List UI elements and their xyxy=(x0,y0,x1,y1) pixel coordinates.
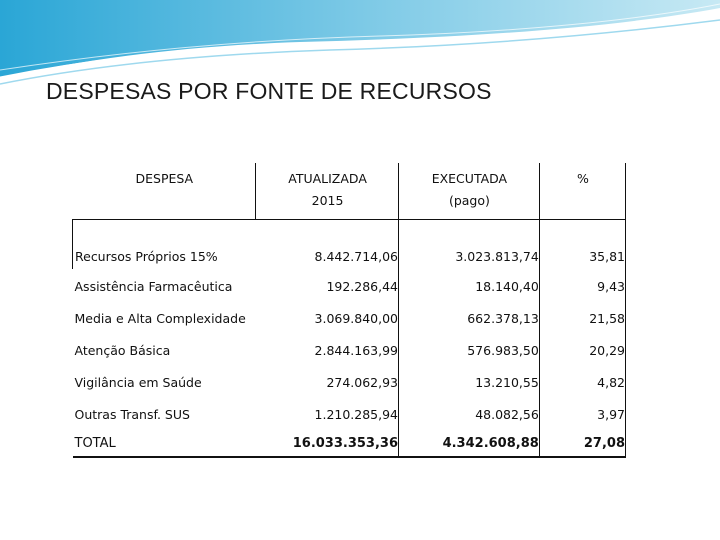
header-executada-line1: EXECUTADA xyxy=(431,171,508,186)
row-atualizada: 192.286,44 xyxy=(256,269,399,299)
row-percent: 35,81 xyxy=(539,219,625,269)
total-label: TOTAL xyxy=(73,427,256,457)
total-atualizada: 16.033.353,36 xyxy=(256,427,399,457)
row-atualizada: 2.844.163,99 xyxy=(256,331,399,363)
table-row xyxy=(73,269,626,299)
row-percent: 4,82 xyxy=(539,363,625,395)
row-label: Vigilância em Saúde xyxy=(74,375,202,390)
row-percent: 21,58 xyxy=(539,299,625,331)
expenses-table xyxy=(72,163,626,458)
header-atualizada-line1: ATUALIZADA xyxy=(288,171,367,186)
row-atualizada: 1.210.285,94 xyxy=(256,395,399,427)
row-atualizada: 274.062,93 xyxy=(256,363,399,395)
row-label: Atenção Básica xyxy=(74,343,171,358)
page-title: DESPESAS POR FONTE DE RECURSOS xyxy=(46,78,492,104)
total-executada: 4.342.608,88 xyxy=(399,427,540,457)
row-percent: 9,43 xyxy=(539,269,625,299)
header-atualizada xyxy=(256,163,399,219)
row-executada: 662.378,13 xyxy=(399,299,540,331)
row-executada: 48.082,56 xyxy=(399,395,540,427)
row-label: Media e Alta Complexidade xyxy=(74,311,246,326)
row-label: Outras Transf. SUS xyxy=(74,407,190,422)
row-atualizada: 8.442.714,06 xyxy=(256,219,399,269)
header-executada-line2: (pago) xyxy=(448,193,490,208)
header-percent: % xyxy=(539,163,625,219)
header-executada xyxy=(399,163,540,219)
row-executada: 576.983,50 xyxy=(399,331,540,363)
header-wave-decoration xyxy=(0,0,720,90)
table-row xyxy=(73,331,626,363)
row-label: Recursos Próprios 15% xyxy=(73,219,256,269)
row-executada: 13.210,55 xyxy=(399,363,540,395)
header-atualizada-line2: 2015 xyxy=(311,193,344,208)
table-row xyxy=(73,219,626,269)
row-atualizada: 3.069.840,00 xyxy=(256,299,399,331)
row-label: Assistência Farmacêutica xyxy=(74,279,233,294)
row-percent: 3,97 xyxy=(539,395,625,427)
row-percent: 20,29 xyxy=(539,331,625,363)
table-total-row xyxy=(73,427,626,457)
table-header-row xyxy=(73,163,626,219)
row-executada: 18.140,40 xyxy=(399,269,540,299)
header-despesa: DESPESA xyxy=(135,171,194,186)
table-row xyxy=(73,395,626,427)
total-percent: 27,08 xyxy=(539,427,625,457)
table-row xyxy=(73,299,626,331)
table-row xyxy=(73,363,626,395)
row-executada: 3.023.813,74 xyxy=(399,219,540,269)
